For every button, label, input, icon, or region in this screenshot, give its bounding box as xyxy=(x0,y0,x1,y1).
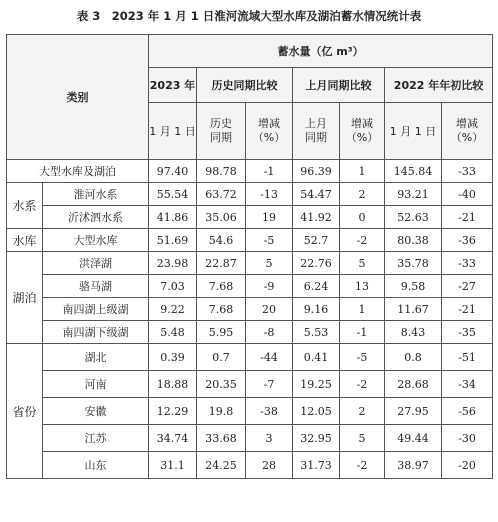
cell-lm: 54.47 xyxy=(293,183,340,206)
cell-hist: 24.25 xyxy=(197,452,246,479)
cell-2023: 7.03 xyxy=(149,275,197,298)
group-water-system: 水系 xyxy=(7,183,43,229)
table-row xyxy=(7,252,493,275)
table-row xyxy=(7,398,493,425)
year-2022-compare-header: 2022 年年初比较 xyxy=(385,68,493,103)
cell-hist: 98.78 xyxy=(197,160,246,183)
group-reservoir: 水库 xyxy=(7,229,43,252)
row-name: 淮河水系 xyxy=(43,183,149,206)
table-row xyxy=(7,371,493,398)
storage-header: 蓄水量（亿 m³） xyxy=(149,35,493,68)
cell-2022: 0.8 xyxy=(385,344,442,371)
cell-hist: 63.72 xyxy=(197,183,246,206)
cell-2022: 80.38 xyxy=(385,229,442,252)
hist-change-header: 增减 （%） xyxy=(246,103,293,160)
cell-2022-pct: -34 xyxy=(442,371,493,398)
cell-2022-pct: -27 xyxy=(442,275,493,298)
cell-lm-pct: -2 xyxy=(340,371,385,398)
table-row xyxy=(7,344,493,371)
cell-lm-pct: -1 xyxy=(340,321,385,344)
row-name: 沂沭泗水系 xyxy=(43,206,149,229)
row-name: 江苏 xyxy=(43,425,149,452)
cell-2022: 11.67 xyxy=(385,298,442,321)
cell-lm: 41.92 xyxy=(293,206,340,229)
cell-hist: 22.87 xyxy=(197,252,246,275)
cell-2022-pct: -21 xyxy=(442,298,493,321)
cell-hist: 7.68 xyxy=(197,298,246,321)
table-row xyxy=(7,206,493,229)
cell-lm: 9.16 xyxy=(293,298,340,321)
cell-lm-pct: 1 xyxy=(340,160,385,183)
table-row xyxy=(7,321,493,344)
year-2022-change-header: 增减 （%） xyxy=(442,103,493,160)
cell-2023: 18.88 xyxy=(149,371,197,398)
cell-lm: 5.53 xyxy=(293,321,340,344)
cell-2023: 5.48 xyxy=(149,321,197,344)
year-2023-header: 2023 年 xyxy=(149,68,197,103)
cell-lm: 31.73 xyxy=(293,452,340,479)
cell-lm-pct: 0 xyxy=(340,206,385,229)
row-name: 洪泽湖 xyxy=(43,252,149,275)
cell-hist-pct: -9 xyxy=(246,275,293,298)
group-lake: 湖泊 xyxy=(7,252,43,344)
cell-lm: 0.41 xyxy=(293,344,340,371)
cell-hist: 5.95 xyxy=(197,321,246,344)
jan1-2022-header: 1 月 1 日 xyxy=(385,103,442,160)
cell-hist: 35.06 xyxy=(197,206,246,229)
cell-2022: 93.21 xyxy=(385,183,442,206)
table-row xyxy=(7,452,493,479)
row-name: 南四湖上级湖 xyxy=(43,298,149,321)
cell-2022-pct: -20 xyxy=(442,452,493,479)
table-row xyxy=(7,160,493,183)
lastmonth-compare-header: 上月同期比较 xyxy=(293,68,385,103)
cell-2023: 9.22 xyxy=(149,298,197,321)
cell-hist-pct: 3 xyxy=(246,425,293,452)
cell-2023: 0.39 xyxy=(149,344,197,371)
cell-2023: 97.40 xyxy=(149,160,197,183)
cell-lm-pct: 13 xyxy=(340,275,385,298)
cell-2023: 55.54 xyxy=(149,183,197,206)
header-row-1 xyxy=(7,35,493,68)
lastmonth-same-header: 上月 同期 xyxy=(293,103,340,160)
row-name: 湖北 xyxy=(43,344,149,371)
cell-2022: 35.78 xyxy=(385,252,442,275)
table-row xyxy=(7,229,493,252)
cell-hist: 19.8 xyxy=(197,398,246,425)
cell-2022: 49.44 xyxy=(385,425,442,452)
cell-lm-pct: -5 xyxy=(340,344,385,371)
cell-lm-pct: -2 xyxy=(340,452,385,479)
cell-hist-pct: 28 xyxy=(246,452,293,479)
cell-lm: 52.7 xyxy=(293,229,340,252)
cell-hist-pct: -38 xyxy=(246,398,293,425)
cell-hist-pct: 20 xyxy=(246,298,293,321)
cell-hist: 33.68 xyxy=(197,425,246,452)
cell-2023: 31.1 xyxy=(149,452,197,479)
row-name: 南四湖下级湖 xyxy=(43,321,149,344)
cell-2022-pct: -30 xyxy=(442,425,493,452)
cell-2022-pct: -51 xyxy=(442,344,493,371)
cell-2022-pct: -56 xyxy=(442,398,493,425)
cell-2022-pct: -35 xyxy=(442,321,493,344)
row-name: 骆马湖 xyxy=(43,275,149,298)
category-header: 类别 xyxy=(7,35,149,160)
cell-hist-pct: -7 xyxy=(246,371,293,398)
lastmonth-change-header: 增减 （%） xyxy=(340,103,385,160)
cell-lm: 22.76 xyxy=(293,252,340,275)
hist-compare-header: 历史同期比较 xyxy=(197,68,293,103)
cell-lm-pct: 2 xyxy=(340,183,385,206)
cell-hist-pct: 5 xyxy=(246,252,293,275)
cell-lm: 96.39 xyxy=(293,160,340,183)
cell-lm-pct: 5 xyxy=(340,425,385,452)
row-name: 山东 xyxy=(43,452,149,479)
row-name: 大型水库 xyxy=(43,229,149,252)
cell-hist-pct: -5 xyxy=(246,229,293,252)
cell-2023: 12.29 xyxy=(149,398,197,425)
cell-hist-pct: -1 xyxy=(246,160,293,183)
cell-hist-pct: -44 xyxy=(246,344,293,371)
cell-lm: 6.24 xyxy=(293,275,340,298)
table-row xyxy=(7,183,493,206)
cell-hist-pct: -13 xyxy=(246,183,293,206)
cell-hist: 20.35 xyxy=(197,371,246,398)
cell-lm-pct: 2 xyxy=(340,398,385,425)
table-row xyxy=(7,298,493,321)
cell-2023: 51.69 xyxy=(149,229,197,252)
jan1-header: 1 月 1 日 xyxy=(149,103,197,160)
cell-2022: 38.97 xyxy=(385,452,442,479)
cell-2022-pct: -33 xyxy=(442,160,493,183)
cell-2022: 52.63 xyxy=(385,206,442,229)
cell-lm-pct: 1 xyxy=(340,298,385,321)
cell-hist: 54.6 xyxy=(197,229,246,252)
cell-2022: 8.43 xyxy=(385,321,442,344)
table-row xyxy=(7,425,493,452)
table-title: 表 3 2023 年 1 月 1 日淮河流域大型水库及湖泊蓄水情况统计表 xyxy=(76,9,422,23)
hist-same-header: 历史 同期 xyxy=(197,103,246,160)
cell-lm-pct: 5 xyxy=(340,252,385,275)
cell-2023: 41.86 xyxy=(149,206,197,229)
cell-2022: 27.95 xyxy=(385,398,442,425)
cell-2022-pct: -33 xyxy=(442,252,493,275)
cell-lm-pct: -2 xyxy=(340,229,385,252)
cell-hist-pct: -8 xyxy=(246,321,293,344)
cell-2022: 145.84 xyxy=(385,160,442,183)
row-name: 大型水库及湖泊 xyxy=(7,160,149,183)
cell-2022: 28.68 xyxy=(385,371,442,398)
cell-hist: 7.68 xyxy=(197,275,246,298)
cell-lm: 32.95 xyxy=(293,425,340,452)
cell-2023: 34.74 xyxy=(149,425,197,452)
cell-2022: 9.58 xyxy=(385,275,442,298)
storage-table xyxy=(6,34,493,479)
row-name: 安徽 xyxy=(43,398,149,425)
cell-2022-pct: -21 xyxy=(442,206,493,229)
cell-2023: 23.98 xyxy=(149,252,197,275)
table-row xyxy=(7,275,493,298)
cell-lm: 19.25 xyxy=(293,371,340,398)
cell-2022-pct: -40 xyxy=(442,183,493,206)
cell-hist-pct: 19 xyxy=(246,206,293,229)
cell-hist: 0.7 xyxy=(197,344,246,371)
cell-lm: 12.05 xyxy=(293,398,340,425)
group-province: 省份 xyxy=(7,344,43,479)
row-name: 河南 xyxy=(43,371,149,398)
cell-2022-pct: -36 xyxy=(442,229,493,252)
